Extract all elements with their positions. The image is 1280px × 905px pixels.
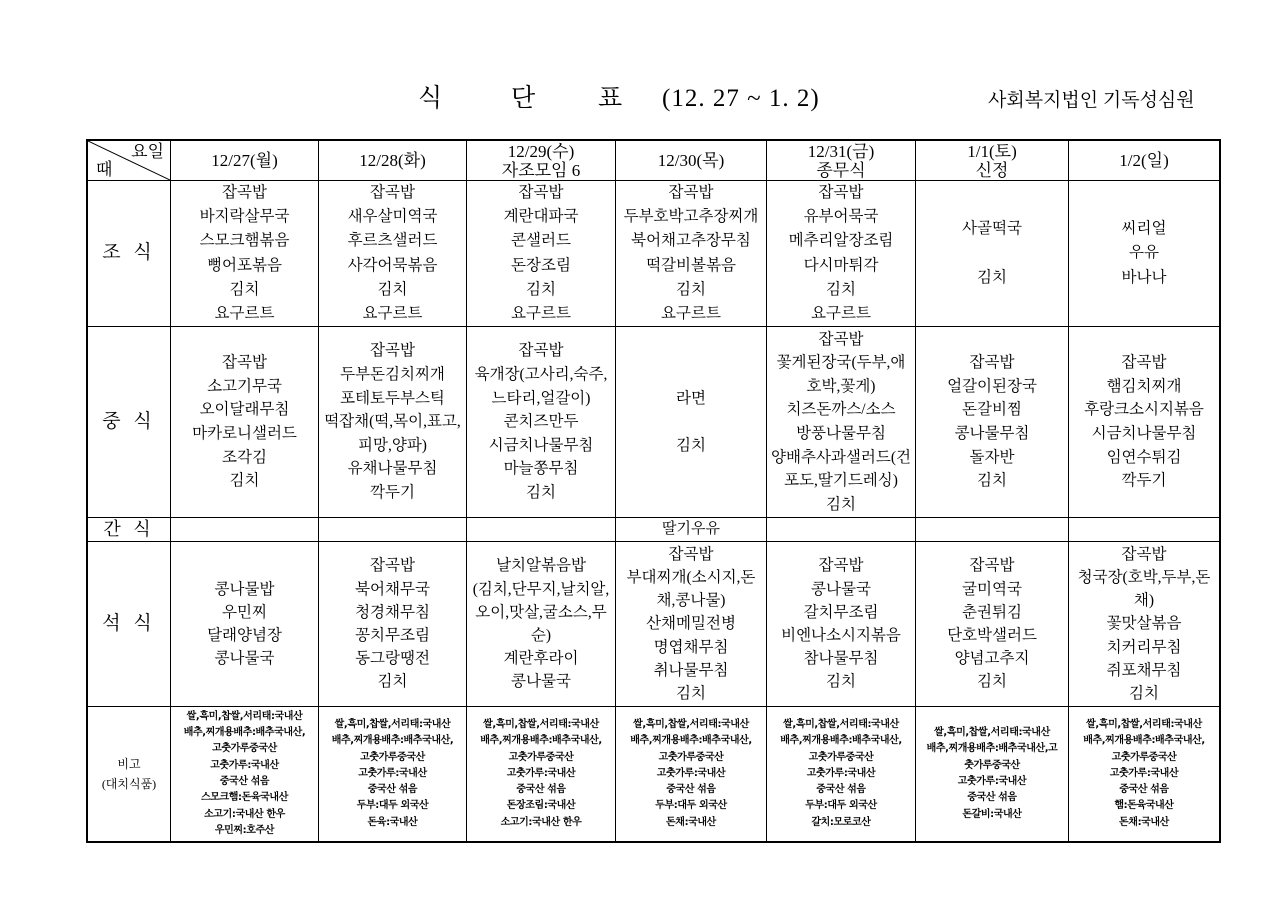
menu-item: 부대찌개(소시지,돈 bbox=[626, 568, 756, 586]
menu-cell bbox=[1069, 542, 1221, 707]
day-header-text: 종무식 bbox=[816, 160, 866, 179]
menu-cell bbox=[916, 518, 1069, 542]
menu-cell bbox=[767, 327, 916, 518]
menu-cell bbox=[616, 327, 767, 518]
menu-item: 유부어묵국 bbox=[803, 208, 879, 226]
menu-item bbox=[689, 410, 693, 434]
menu-item: 마늘쫑무침 bbox=[503, 460, 579, 478]
menu-item: 치커리무침 bbox=[1106, 638, 1182, 656]
menu-item: 쌀,흑미,찹쌀,서리태:국내산 bbox=[334, 718, 451, 730]
menu-cell bbox=[171, 181, 319, 327]
menu-item: 소고기:국내산 한우 bbox=[204, 808, 285, 820]
menu-item: 고춧가루중국산 bbox=[508, 751, 574, 763]
menu-item: 김치 bbox=[676, 280, 706, 298]
menu-item: 콩나물밥 bbox=[214, 580, 275, 598]
menu-item: 쌀,흑미,찹쌀,서리태:국내산 bbox=[633, 718, 749, 730]
menu-item: 치즈돈까스/소스 bbox=[786, 401, 896, 419]
menu-cell bbox=[616, 707, 767, 843]
menu-item: 잡곡밥 bbox=[818, 557, 864, 575]
lunch-row bbox=[87, 327, 1220, 518]
menu-item: 임연수튀김 bbox=[1106, 448, 1182, 466]
menu-cell bbox=[1069, 327, 1221, 518]
menu-item: 날치알볶음밥 bbox=[496, 557, 586, 575]
menu-item: 북어채무국 bbox=[355, 580, 430, 598]
menu-item: 사각어묵볶음 bbox=[347, 256, 438, 274]
menu-item: 고춧가루중국산 bbox=[212, 743, 277, 755]
menu-item: 스모크햄볶음 bbox=[199, 232, 290, 250]
dinner-row bbox=[87, 542, 1220, 707]
row-label-cell bbox=[87, 327, 171, 518]
menu-item: 메추리알장조림 bbox=[788, 232, 894, 250]
menu-item: 잡곡밥 bbox=[518, 183, 564, 201]
menu-item: 김치 bbox=[826, 280, 856, 298]
menu-item: 요구르트 bbox=[811, 304, 871, 322]
menu-item: 요구르트 bbox=[214, 304, 275, 322]
menu-item: 깍두기 bbox=[370, 483, 415, 501]
menu-item: 요구르트 bbox=[661, 304, 721, 322]
menu-item: (김치,단무지,날치알, bbox=[472, 580, 610, 598]
menu-item: 김치 bbox=[377, 673, 408, 691]
menu-item: 쌀,흑미,찹쌀,서리태:국내산 bbox=[186, 710, 303, 722]
day-header-text: 12/31(금) bbox=[807, 142, 875, 161]
menu-item: 콩나물국 bbox=[511, 673, 571, 691]
row-label-text: 중 식 bbox=[102, 411, 156, 433]
menu-cell bbox=[171, 327, 319, 518]
menu-cell bbox=[171, 707, 319, 843]
menu-cell bbox=[319, 327, 467, 518]
menu-item: 두부돈김치찌개 bbox=[340, 366, 445, 384]
menu-cell bbox=[467, 181, 616, 327]
menu-item: 햄김치찌개 bbox=[1106, 377, 1182, 395]
menu-cell bbox=[1069, 181, 1221, 327]
menu-item: 소고기:국내산 한우 bbox=[500, 816, 582, 828]
day-header-text: 12/28(화) bbox=[359, 151, 426, 170]
day-header-text: 1/1(토) bbox=[967, 142, 1017, 161]
menu-cell bbox=[916, 707, 1069, 843]
menu-item: 새우살미역국 bbox=[347, 208, 438, 226]
menu-item: 쌀,흑미,찹쌀,서리태:국내산 bbox=[783, 718, 899, 730]
menu-item: 바나나 bbox=[1121, 268, 1167, 286]
menu-cell bbox=[467, 327, 616, 518]
remarks-row bbox=[87, 707, 1220, 843]
menu-item: 딸기우유 bbox=[662, 521, 720, 537]
menu-item: 달래양념장 bbox=[207, 627, 282, 644]
menu-item: 오이달래무침 bbox=[199, 401, 290, 419]
menu-cell bbox=[467, 707, 616, 843]
menu-item: 깍두기 bbox=[1121, 472, 1167, 490]
menu-item: 중국산 섞음 bbox=[516, 784, 566, 796]
menu-item: 잡곡밥 bbox=[1121, 545, 1167, 563]
menu-item: 포도,딸기드레싱) bbox=[784, 472, 898, 490]
menu-cell bbox=[916, 181, 1069, 327]
menu-item: 콩나물국 bbox=[214, 650, 275, 668]
menu-item: 콩나물무침 bbox=[954, 425, 1030, 442]
menu-item: 춧가루중국산 bbox=[964, 759, 1020, 771]
menu-item: 고춧가루중국산 bbox=[360, 751, 425, 763]
menu-cell bbox=[767, 707, 916, 843]
corner-header-cell bbox=[87, 140, 171, 181]
menu-item: 고춧가루:국내산 bbox=[656, 767, 726, 779]
day-header-text: 신정 bbox=[975, 160, 1009, 179]
row-label-cell bbox=[87, 542, 171, 707]
menu-item: 사골떡국 bbox=[962, 220, 1022, 238]
menu-item: 햄:돈육국내산 bbox=[1114, 800, 1174, 812]
menu-item: 북어채고추장무침 bbox=[631, 232, 751, 250]
title-char-2: 단 bbox=[511, 85, 536, 112]
day-header-cell bbox=[467, 140, 616, 181]
menu-item: 콘샐러드 bbox=[511, 232, 571, 250]
menu-cell bbox=[319, 181, 467, 327]
menu-cell bbox=[916, 327, 1069, 518]
menu-item: 양념고추지 bbox=[954, 650, 1030, 668]
menu-item: 김치 bbox=[229, 280, 260, 298]
menu-item: 계란대파국 bbox=[503, 208, 579, 226]
day-header-text: 12/29(수) bbox=[507, 142, 575, 161]
title-char-1: 식 bbox=[418, 85, 443, 112]
menu-item: 포테토두부스틱 bbox=[340, 389, 445, 407]
day-header-text: 12/30(목) bbox=[657, 151, 725, 170]
title-char-3: 표 bbox=[598, 85, 623, 112]
menu-item: 김치 bbox=[826, 673, 856, 691]
menu-item: 고춧가루:국내산 bbox=[210, 759, 279, 771]
menu-item: 채) bbox=[1133, 592, 1155, 610]
menu-cell bbox=[467, 518, 616, 542]
menu-item: 김치 bbox=[1129, 685, 1159, 702]
menu-item: 중국산 섞음 bbox=[816, 784, 866, 796]
row-label-cell bbox=[87, 181, 171, 327]
menu-item: 돈갈비:국내산 bbox=[962, 808, 1022, 820]
menu-item: 김치 bbox=[526, 483, 556, 501]
menu-item: 시금치나물무침 bbox=[1091, 425, 1197, 442]
menu-item: 소고기무국 bbox=[207, 377, 282, 395]
menu-item: 배추,찌개용배추:배추국내산, bbox=[331, 735, 454, 747]
menu-item: 두부:대두 외국산 bbox=[356, 800, 429, 812]
menu-item: 우민찌 bbox=[222, 603, 267, 621]
menu-item: 유채나물무침 bbox=[347, 460, 438, 478]
menu-item: 잡곡밥 bbox=[222, 183, 267, 201]
menu-item: 잡곡밥 bbox=[969, 557, 1015, 575]
menu-item: 얼갈이된장국 bbox=[947, 377, 1037, 395]
menu-item: 쥐포채무침 bbox=[1106, 661, 1182, 679]
day-header-cell bbox=[319, 140, 467, 181]
menu-item: 두부호박고추장찌개 bbox=[623, 208, 759, 226]
organization-name: 사회복지법인 기독성심원 bbox=[988, 90, 1195, 111]
menu-cell bbox=[171, 542, 319, 707]
menu-cell bbox=[1069, 518, 1221, 542]
menu-item: 조각김 bbox=[222, 448, 267, 466]
menu-item: 중국산 섞음 bbox=[219, 776, 270, 787]
day-header-text: 12/27(월) bbox=[211, 151, 278, 170]
menu-item: 청경채무침 bbox=[355, 603, 430, 621]
menu-item: 쌀,흑미,찹쌀,서리태:국내산 bbox=[1086, 718, 1202, 730]
menu-item: 명엽채무침 bbox=[653, 638, 729, 656]
menu-item: 느타리,얼갈이) bbox=[491, 389, 591, 407]
day-header-cell bbox=[916, 140, 1069, 181]
menu-item: 시금치나물무침 bbox=[488, 436, 594, 454]
menu-item: 쌀,흑미,찹쌀,서리태:국내산 bbox=[934, 727, 1050, 739]
menu-item: 잡곡밥 bbox=[818, 183, 864, 201]
menu-item: 떡잡채(떡,목이,표고, bbox=[324, 413, 461, 431]
menu-item: 잡곡밥 bbox=[668, 183, 714, 201]
menu-item: 배추,찌개용배추:배추국내산, bbox=[480, 735, 602, 747]
menu-item: 다시마튀각 bbox=[803, 256, 879, 274]
menu-item: 떡갈비볼볶음 bbox=[646, 256, 736, 274]
menu-cell bbox=[616, 181, 767, 327]
menu-item: 중국산 섞음 bbox=[1119, 784, 1169, 796]
menu-item: 콩나물국 bbox=[811, 580, 871, 598]
menu-item: 김치 bbox=[229, 472, 260, 490]
menu-item: 배추,찌개용배추:배추국내산, bbox=[780, 735, 902, 747]
day-header-text: 1/2(일) bbox=[1119, 151, 1169, 170]
menu-item: 후르츠샐러드 bbox=[347, 232, 438, 250]
day-header-cell bbox=[1069, 140, 1221, 181]
menu-item: 요구르트 bbox=[362, 304, 423, 322]
menu-item: 산채메밀전병 bbox=[646, 615, 736, 633]
menu-item: 잡곡밥 bbox=[969, 354, 1015, 372]
menu-item: 돌자반 bbox=[969, 448, 1015, 466]
breakfast-row bbox=[87, 181, 1220, 327]
menu-item: 돈채:국내산 bbox=[666, 816, 716, 828]
menu-item: 요구르트 bbox=[511, 304, 571, 322]
menu-item: 계란후라이 bbox=[503, 650, 579, 668]
menu-item: 고춧가루:국내산 bbox=[358, 767, 427, 779]
menu-item: 우유 bbox=[1129, 244, 1159, 262]
menu-cell bbox=[767, 181, 916, 327]
menu-item: 동그랑땡전 bbox=[355, 650, 430, 668]
menu-item: 갈치무조림 bbox=[803, 603, 879, 621]
menu-cell bbox=[171, 518, 319, 542]
menu-item: 김치 bbox=[676, 436, 706, 454]
menu-item: 참나물무침 bbox=[803, 650, 879, 668]
menu-item: 잡곡밥 bbox=[1121, 354, 1167, 372]
snack-row bbox=[87, 518, 1220, 542]
row-label-text: 비고 bbox=[117, 757, 141, 771]
title-date-range: (12. 27 ~ 1. 2) bbox=[662, 85, 820, 112]
menu-item: 춘권튀김 bbox=[962, 603, 1022, 621]
menu-item: 배추,찌개용배추:배추국내산, bbox=[1083, 735, 1205, 747]
row-label-text: 간 식 bbox=[103, 519, 155, 539]
day-header-row bbox=[87, 140, 1220, 181]
menu-item: 콘치즈만두 bbox=[503, 413, 579, 431]
menu-item: 씨리얼 bbox=[1121, 220, 1167, 238]
menu-cell bbox=[319, 707, 467, 843]
menu-item: 순) bbox=[530, 627, 552, 644]
menu-item: 후랑크소시지볶음 bbox=[1084, 401, 1204, 419]
menu-cell bbox=[767, 518, 916, 542]
menu-cell bbox=[767, 542, 916, 707]
menu-item: 뻥어포볶음 bbox=[207, 256, 282, 274]
menu-item: 김치 bbox=[977, 268, 1007, 286]
menu-item: 고춧가루:국내산 bbox=[1109, 767, 1179, 779]
menu-item: 갈치:모로코산 bbox=[811, 816, 871, 828]
menu-item: 잡곡밥 bbox=[370, 557, 415, 575]
menu-item: 잡곡밥 bbox=[518, 342, 564, 360]
menu-item: 잡곡밥 bbox=[818, 330, 864, 348]
menu-item: 김치 bbox=[826, 495, 856, 513]
menu-item: 돈장조림 bbox=[511, 256, 571, 274]
menu-item: 잡곡밥 bbox=[370, 183, 415, 201]
menu-item: 청국장(호박,두부,돈 bbox=[1077, 568, 1211, 586]
menu-item: 고춧가루:국내산 bbox=[506, 767, 576, 779]
menu-item: 방풍나물무침 bbox=[796, 425, 886, 442]
menu-item: 꽁치무조림 bbox=[355, 627, 430, 644]
row-label-text: 석 식 bbox=[102, 613, 156, 635]
menu-cell bbox=[319, 518, 467, 542]
menu-item: 취나물무침 bbox=[653, 661, 729, 679]
menu-item: 잡곡밥 bbox=[222, 354, 267, 372]
menu-cell bbox=[616, 518, 767, 542]
menu-item: 단호박샐러드 bbox=[947, 627, 1037, 644]
menu-item: 우민찌:호주산 bbox=[214, 824, 275, 836]
menu-item: 잡곡밥 bbox=[668, 545, 714, 563]
menu-item: 김치 bbox=[526, 280, 556, 298]
menu-item: 돈갈비찜 bbox=[962, 401, 1022, 419]
menu-item: 돈장조림:국내산 bbox=[506, 800, 576, 812]
menu-item: 잡곡밥 bbox=[370, 342, 415, 360]
menu-item: 비엔나소시지볶음 bbox=[781, 627, 901, 644]
row-label-cell bbox=[87, 518, 171, 542]
menu-item: 김치 bbox=[377, 280, 408, 298]
menu-item: 채,콩나물) bbox=[656, 592, 726, 610]
menu-item: 김치 bbox=[977, 472, 1007, 490]
day-header-cell bbox=[767, 140, 916, 181]
menu-item: 오이,맛살,굴소스,무 bbox=[475, 603, 607, 621]
menu-item: 중국산 섞음 bbox=[666, 784, 716, 796]
menu-item: 꽃맛살볶음 bbox=[1106, 615, 1182, 633]
menu-item: 김치 bbox=[977, 673, 1007, 691]
menu-item: 배추,찌개용배추:배추국내산, bbox=[630, 735, 752, 747]
menu-item: 고춧가루중국산 bbox=[658, 751, 724, 763]
menu-item: 호박,꽃게) bbox=[806, 377, 876, 395]
day-header-cell bbox=[616, 140, 767, 181]
corner-label-day: 요일 bbox=[131, 142, 164, 161]
menu-cell bbox=[916, 542, 1069, 707]
menu-item: 고춧가루중국산 bbox=[808, 751, 874, 763]
menu-item: 두부:대두 외국산 bbox=[655, 800, 727, 812]
day-header-cell bbox=[171, 140, 319, 181]
row-label-text: 조 식 bbox=[102, 242, 156, 264]
menu-item: 중국산 섞음 bbox=[367, 784, 418, 796]
menu-item: 배추,찌개용배추:배추국내산,고 bbox=[926, 743, 1058, 755]
menu-item: 굴미역국 bbox=[962, 580, 1022, 598]
menu-item: 고춧가루:국내산 bbox=[957, 776, 1027, 787]
menu-item: 돈육:국내산 bbox=[367, 816, 418, 828]
menu-item: 돈채:국내산 bbox=[1119, 816, 1169, 828]
day-header-text: 자조모임 6 bbox=[501, 160, 581, 179]
menu-item: 라면 bbox=[676, 389, 706, 407]
menu-item: 고춧가루:국내산 bbox=[806, 767, 876, 779]
menu-cell bbox=[467, 542, 616, 707]
row-label-text: (대치식품) bbox=[101, 777, 157, 791]
menu-item: 양배추사과샐러드(건 bbox=[771, 448, 911, 466]
menu-cell bbox=[319, 542, 467, 707]
meal-schedule-table bbox=[86, 139, 1221, 843]
menu-item: 중국산 섞음 bbox=[967, 792, 1017, 804]
menu-item: 쌀,흑미,찹쌀,서리태:국내산 bbox=[483, 718, 599, 730]
menu-item: 두부:대두 외국산 bbox=[805, 800, 877, 812]
menu-item: 피망,양파) bbox=[358, 436, 427, 454]
menu-item: 고춧가루중국산 bbox=[1111, 751, 1177, 763]
menu-item: 배추,찌개용배추:배추국내산, bbox=[183, 727, 306, 739]
menu-item: 김치 bbox=[676, 685, 706, 702]
menu-item: 스모크햄:돈육국내산 bbox=[201, 792, 288, 804]
menu-cell bbox=[616, 542, 767, 707]
menu-item bbox=[990, 241, 994, 265]
menu-cell bbox=[1069, 707, 1221, 843]
corner-label-meal: 때 bbox=[96, 160, 113, 179]
menu-item: 마카로니샐러드 bbox=[192, 425, 297, 442]
menu-item: 바지락살무국 bbox=[199, 208, 290, 226]
row-label-cell bbox=[87, 707, 171, 843]
menu-item: 육개장(고사리,숙주, bbox=[474, 366, 608, 384]
menu-item: 꽃게된장국(두부,애 bbox=[776, 354, 906, 372]
